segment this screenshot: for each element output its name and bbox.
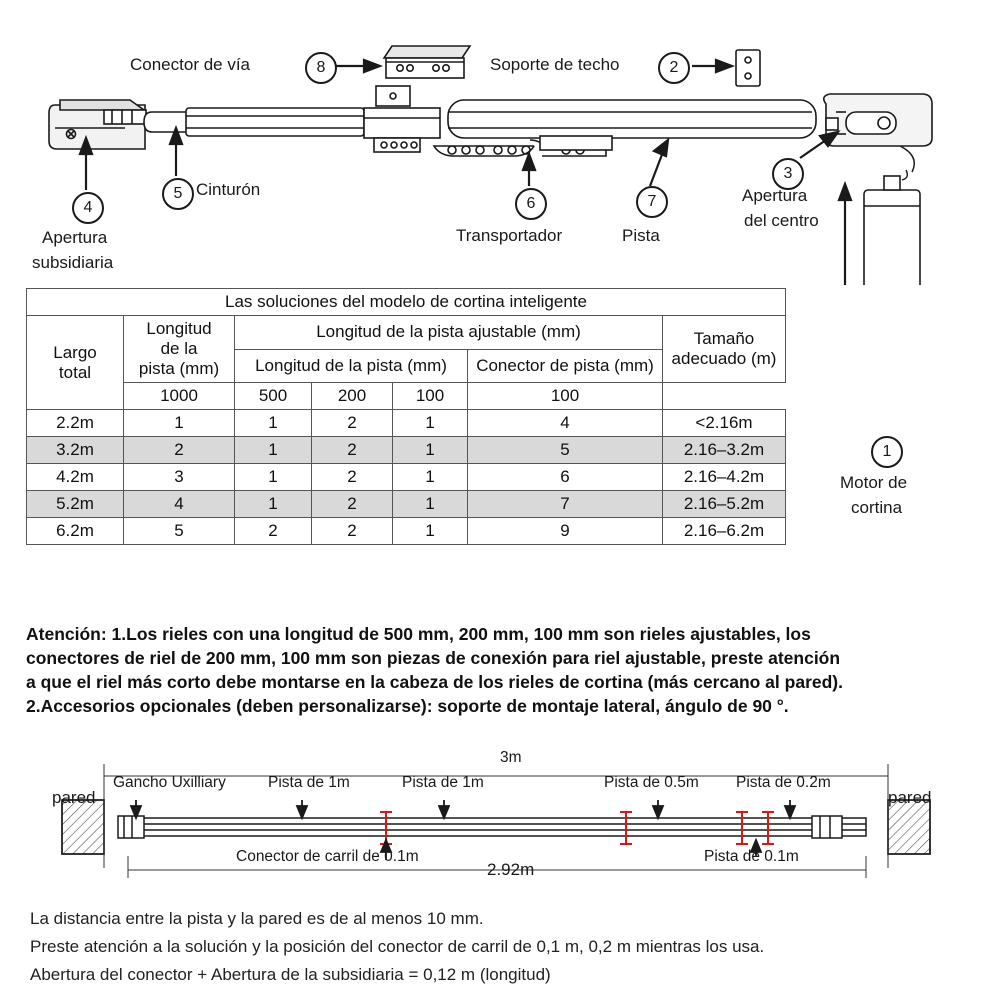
cell-conector: 6 (468, 464, 663, 491)
cell-p100: 1 (393, 410, 468, 437)
label-apertura-subsidiaria-2: subsidiaria (32, 253, 114, 272)
cell-p500: 1 (235, 410, 312, 437)
cell-largo: 6.2m (27, 518, 124, 545)
label-apertura-centro-1: Apertura (742, 186, 808, 205)
header-longitud-pista-2: de la (160, 339, 198, 358)
table-row (27, 410, 786, 437)
header-largo-total-2: total (58, 362, 92, 382)
label-transportador: Transportador (456, 226, 563, 245)
header-tamano-2: adecuado (m) (671, 349, 777, 368)
footer-notes (30, 905, 980, 989)
footer-line-2: Preste atención a la solución y la posición del conector de carril de 0,1 m, 0,2 m mientras los usa. (30, 937, 765, 956)
table-row (27, 464, 786, 491)
label-pista-02m: Pista de 0.2m (736, 774, 831, 791)
cell-p500: 1 (235, 491, 312, 518)
cell-tamano: 2.16–3.2m (663, 437, 786, 464)
callout-5: 5 (162, 178, 194, 210)
cell-p500: 2 (235, 518, 312, 545)
label-motor-1: Motor de (840, 473, 908, 492)
header-sub-longitud: Longitud de la pista (mm) (235, 349, 468, 383)
callout-2: 2 (658, 52, 690, 84)
callout-1: 1 (871, 436, 903, 468)
label-pared-left: pared (52, 788, 96, 807)
cell-p500: 1 (235, 437, 312, 464)
label-pista-1m-b: Pista de 1m (402, 774, 484, 791)
size-conector-100: 100 (468, 383, 663, 410)
callout-3: 3 (772, 158, 804, 190)
cell-p100: 1 (393, 464, 468, 491)
callout-8: 8 (305, 52, 337, 84)
note-line-4: 2.Accesorios opcionales (deben personalizarse): soporte de montaje lateral, ángulo de 90 °. (26, 696, 789, 716)
cell-largo: 3.2m (27, 437, 124, 464)
installation-layout-diagram (0, 748, 1000, 908)
cell-p500: 1 (235, 464, 312, 491)
cell-p100: 1 (393, 437, 468, 464)
footer-line-3: Abertura del conector + Abertura de la subsidiaria = 0,12 m (longitud) (30, 965, 551, 984)
callout-7: 7 (636, 186, 668, 218)
cell-tamano: 2.16–4.2m (663, 464, 786, 491)
label-pista: Pista (622, 226, 660, 245)
cell-p200: 2 (312, 437, 393, 464)
table-title: Las soluciones del modelo de cortina inteligente (27, 289, 786, 316)
cell-p1000: 5 (124, 518, 235, 545)
header-ajustable: Longitud de la pista ajustable (mm) (235, 316, 663, 350)
cell-conector: 7 (468, 491, 663, 518)
note-line-1: Atención: 1.Los rieles con una longitud de 500 mm, 200 mm, 100 mm son rieles ajustables, los (26, 624, 811, 644)
table-row (27, 518, 786, 545)
label-gancho: Gancho Uxilliary (113, 774, 226, 791)
size-100: 100 (393, 383, 468, 410)
header-longitud-pista-3: pista (mm) (138, 359, 220, 378)
label-apertura-subsidiaria-1: Apertura (42, 228, 108, 247)
label-pista-1m-a: Pista de 1m (268, 774, 350, 791)
label-pista-05m: Pista de 0.5m (604, 774, 699, 791)
cell-largo: 2.2m (27, 410, 124, 437)
callout-4: 4 (72, 192, 104, 224)
size-200: 200 (312, 383, 393, 410)
footer-line-1: La distancia entre la pista y la pared es de al menos 10 mm. (30, 909, 484, 928)
label-cinturon: Cinturón (196, 180, 261, 199)
cell-p1000: 2 (124, 437, 235, 464)
cell-largo: 4.2m (27, 464, 124, 491)
callout-6: 6 (515, 188, 547, 220)
label-soporte-de-techo: Soporte de techo (490, 55, 620, 74)
label-pared-right: pared (888, 788, 932, 807)
table-row (27, 491, 786, 518)
cell-conector: 4 (468, 410, 663, 437)
header-largo-total-1: Largo (53, 342, 97, 362)
header-sub-conector: Conector de pista (mm) (468, 349, 663, 383)
cell-tamano: 2.16–6.2m (663, 518, 786, 545)
label-conector-carril: Conector de carril de 0.1m (236, 848, 419, 865)
cell-largo: 5.2m (27, 491, 124, 518)
cell-conector: 5 (468, 437, 663, 464)
size-500: 500 (235, 383, 312, 410)
cell-tamano: 2.16–5.2m (663, 491, 786, 518)
cell-p1000: 3 (124, 464, 235, 491)
cell-tamano: <2.16m (663, 410, 786, 437)
specification-table (26, 288, 786, 545)
cell-p1000: 1 (124, 410, 235, 437)
cell-p100: 1 (393, 518, 468, 545)
cell-p200: 2 (312, 518, 393, 545)
attention-note (26, 622, 976, 718)
header-tamano-1: Tamaño (693, 329, 755, 348)
table-row (27, 437, 786, 464)
dimension-292m: 2.92m (487, 860, 535, 879)
cell-conector: 9 (468, 518, 663, 545)
cell-p200: 2 (312, 491, 393, 518)
size-1000: 1000 (124, 383, 235, 410)
cell-p200: 2 (312, 464, 393, 491)
label-conector-de-via: Conector de vía (130, 55, 251, 74)
cell-p1000: 4 (124, 491, 235, 518)
note-line-3: a que el riel más corto debe montarse en la cabeza de los rieles de cortina (más cercano al pared). (26, 672, 843, 692)
label-pista-01m: Pista de 0.1m (704, 848, 799, 865)
header-longitud-pista-1: Longitud (146, 319, 212, 338)
label-apertura-centro-2: del centro (744, 211, 819, 230)
dimension-3m: 3m (500, 749, 522, 766)
cell-p100: 1 (393, 491, 468, 518)
label-motor-2: cortina (851, 498, 903, 517)
note-line-2: conectores de riel de 200 mm, 100 mm son piezas de conexión para riel ajustable, preste atención (26, 648, 841, 668)
cell-p200: 2 (312, 410, 393, 437)
installation-layout-svg (0, 748, 1000, 908)
